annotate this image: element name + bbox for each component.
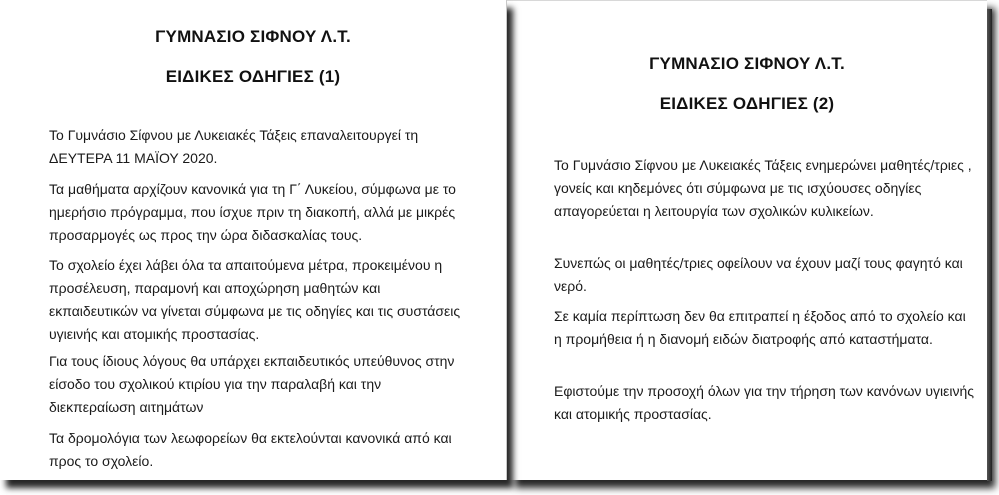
notice-page-1 bbox=[0, 0, 507, 480]
paragraph-hygiene-rules: Εφιστούμε την προσοχή όλων για την τήρηση των κανόνων υγιεινής και ατομικής προστασίας. bbox=[554, 383, 974, 422]
paragraph-bus-routes: Τα δρομολόγια των λεωφορείων θα εκτελούνται κανονικά από και προς το σχολείο. bbox=[49, 430, 452, 469]
paragraph-lessons-schedule: Τα μαθήματα αρχίζουν κανονικά για τη Γ΄ Λυκείου, σύμφωνα με το ημερήσιο πρόγραμμα, που ίσχυε πριν τη διακοπή, αλλά με μικρές προσαρμογές ως προς την ώρα διδασκαλίας τους. bbox=[49, 181, 456, 243]
paragraph-reopening: Το Γυμνάσιο Σίφνου με Λυκειακές Τάξεις επαναλειτουργεί τη ΔΕΥΤΕΡΑ 11 ΜΑΪΟΥ 2020. bbox=[49, 127, 419, 166]
paragraph-bring-food: Συνεπώς οι μαθητές/τριες οφείλουν να έχουν μαζί τους φαγητό και νερό. bbox=[554, 255, 963, 294]
paragraph-canteen-closure: Το Γυμνάσιο Σίφνου με Λυκειακές Τάξεις ενημερώνει μαθητές/τριες , γονείς και κηδεμόνες ότι σύμφωνα με τις ισχύουσες οδηγίες απαγορεύεται η λειτουργία των σχολικών κυλικείων. bbox=[554, 157, 972, 219]
paragraph-safety-measures: Το σχολείο έχει λάβει όλα τα απαιτούμενα μέτρα, προκειμένου η προσέλευση, παραμονή και αποχώρηση μαθητών και εκπαιδευτικών να γίνεται σύμφωνα με τις οδηγίες και τις συστάσεις υγιεινής και ατομικής προστασίας. bbox=[49, 257, 461, 342]
notice-title: ΕΙΔΙΚΕΣ ΟΔΗΓΙΕΣ (2) bbox=[659, 94, 835, 113]
school-name: ΓΥΜΝΑΣΙΟ ΣΙΦΝΟΥ Λ.Τ. bbox=[649, 54, 845, 73]
notice-page-2 bbox=[507, 0, 987, 480]
school-name: ΓΥΜΝΑΣΙΟ ΣΙΦΝΟΥ Λ.Τ. bbox=[155, 27, 351, 46]
paragraph-responsible-teacher: Για τους ίδιους λόγους θα υπάρχει εκπαιδευτικός υπεύθυνος στην είσοδο του σχολικού κτιρίου για την παραλαβή και την διεκπεραίωση αιτημάτων bbox=[49, 353, 455, 415]
paragraph-no-exit: Σε καμία περίπτωση δεν θα επιτραπεί η έξοδος από το σχολείο και η προμήθεια ή η διανομή ειδών διατροφής από καταστήματα. bbox=[554, 308, 966, 347]
notice-title: ΕΙΔΙΚΕΣ ΟΔΗΓΙΕΣ (1) bbox=[165, 67, 341, 86]
page-edge-shadow bbox=[987, 9, 992, 481]
